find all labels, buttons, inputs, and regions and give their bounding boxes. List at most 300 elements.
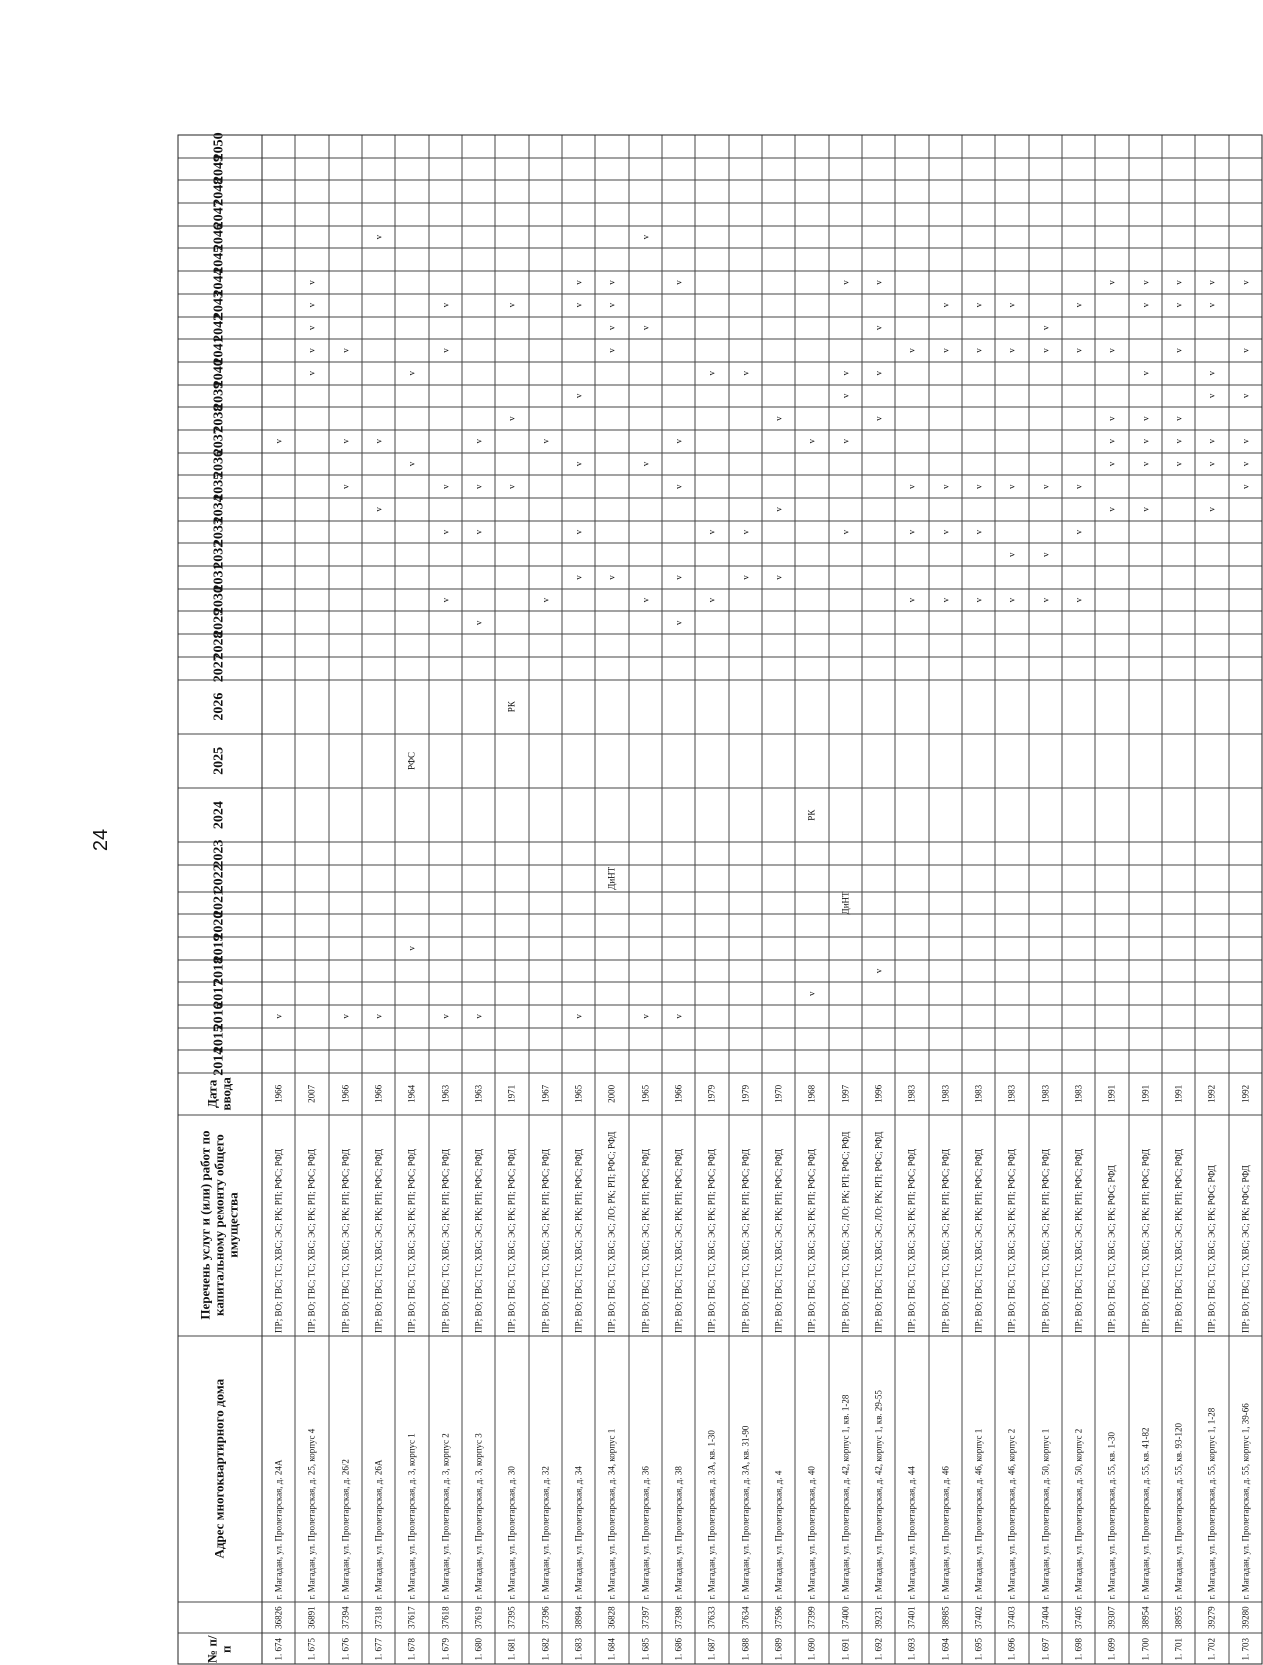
mark-cell-2031: v: [729, 566, 761, 589]
mark-cell-2036: v: [1096, 452, 1128, 475]
mark-cell-2017: v: [796, 982, 828, 1005]
cell-col-date: 1966: [263, 1073, 295, 1114]
mark-cell-2040: v: [696, 361, 728, 384]
cell-col-address: г. Магадан, ул. Пролетарская, д. 55, кв. 93-120: [1163, 1335, 1195, 1601]
header-year-2020: 2020: [178, 914, 262, 937]
mark-cell-2037: v: [363, 429, 395, 452]
mark-cell-2043: v: [1129, 293, 1161, 316]
cell-col-num: 1. 697: [1029, 1633, 1061, 1665]
cell-col-num: 1. 698: [1063, 1633, 1095, 1665]
mark-cell-2030: v: [429, 588, 461, 611]
cell-col-id: 37395: [496, 1601, 528, 1633]
cell-col-id: 39307: [1096, 1601, 1128, 1633]
header-year-2029: 2029: [178, 611, 262, 634]
mark-cell-2033: v: [429, 520, 461, 543]
cell-col-date: 1971: [496, 1073, 528, 1114]
header-year-2036: 2036: [178, 452, 262, 475]
cell-col-date: 1996: [863, 1073, 895, 1114]
mark-cell-2041: v: [329, 339, 361, 362]
mark-cell-2044: v: [863, 271, 895, 294]
cell-col-date: 2007: [296, 1073, 328, 1114]
cell-col-id: 37402: [963, 1601, 995, 1633]
mark-cell-2037: v: [1196, 429, 1228, 452]
header-year-2022: 2022: [178, 865, 262, 892]
mark-cell-2037: v: [1229, 429, 1261, 452]
mark-cell-2036: v: [1196, 452, 1228, 475]
cell-col-address: г. Магадан, ул. Пролетарская, д. 34, корпус 1: [596, 1335, 628, 1601]
cell-col-address: г. Магадан, ул. Пролетарская, д. 50, корпус 2: [1063, 1335, 1095, 1601]
cell-col-id: 37619: [463, 1601, 495, 1633]
cell-col-date: 1970: [763, 1073, 795, 1114]
cell-col-id: 37401: [896, 1601, 928, 1633]
cell-col-num: 1. 691: [829, 1633, 861, 1665]
mark-cell-2046: v: [363, 225, 395, 248]
mark-cell-2031: v: [563, 566, 595, 589]
header-col-date: Дата ввода: [178, 1073, 262, 1114]
cell-col-num: 1. 682: [529, 1633, 561, 1665]
mark-cell-2041: v: [1096, 339, 1128, 362]
mark-cell-2043: v: [496, 293, 528, 316]
mark-cell-2036: v: [396, 452, 428, 475]
cell-col-id: 37397: [629, 1601, 661, 1633]
header-year-2031: 2031: [178, 566, 262, 589]
mark-cell-2042: v: [629, 316, 661, 339]
mark-cell-2044: v: [1163, 271, 1195, 294]
mark-cell-2030: v: [696, 588, 728, 611]
cell-col-address: г. Магадан, ул. Пролетарская, д. 50, корпус 1: [1029, 1335, 1061, 1601]
mark-cell-2038: v: [863, 407, 895, 430]
cell-col-num: 1. 687: [696, 1633, 728, 1665]
cell-col-id: 39280: [1229, 1601, 1261, 1633]
mark-cell-2042: v: [863, 316, 895, 339]
cell-col-num: 1. 689: [763, 1633, 795, 1665]
mark-cell-2039: v: [1196, 384, 1228, 407]
mark-cell-2041: v: [1229, 339, 1261, 362]
cell-col-date: 1966: [329, 1073, 361, 1114]
header-year-2039: 2039: [178, 384, 262, 407]
header-year-2040: 2040: [178, 361, 262, 384]
mark-cell-2022: ДиНТ: [596, 865, 628, 892]
cell-col-works: ПР; ВО; ГВС; ТС; ХВС; ЭС; РК; РП; РФС; РФД: [629, 1114, 661, 1335]
header-year-2038: 2038: [178, 407, 262, 430]
cell-col-id: 37394: [329, 1601, 361, 1633]
cell-col-num: 1. 684: [596, 1633, 628, 1665]
header-col-num: № п/п: [178, 1633, 262, 1665]
cell-col-num: 1. 680: [463, 1633, 495, 1665]
mark-cell-2018: v: [863, 959, 895, 982]
cell-col-id: 37634: [729, 1601, 761, 1633]
header-year-2033: 2033: [178, 520, 262, 543]
header-year-2023: 2023: [178, 842, 262, 865]
mark-cell-2039: v: [563, 384, 595, 407]
mark-cell-2033: v: [729, 520, 761, 543]
mark-cell-2043: v: [429, 293, 461, 316]
mark-cell-2016: v: [663, 1005, 695, 1028]
cell-col-address: г. Магадан, ул. Пролетарская, д. 42, корпус 1, кв. 29-55: [863, 1335, 895, 1601]
mark-cell-2041: v: [296, 339, 328, 362]
mark-cell-2038: v: [1096, 407, 1128, 430]
cell-col-id: 37403: [996, 1601, 1028, 1633]
mark-cell-2043: v: [296, 293, 328, 316]
mark-cell-2041: v: [963, 339, 995, 362]
cell-col-num: 1. 679: [429, 1633, 461, 1665]
header-year-2028: 2028: [178, 634, 262, 657]
mark-cell-2016: v: [629, 1005, 661, 1028]
cell-col-num: 1. 699: [1096, 1633, 1128, 1665]
mark-cell-2042: v: [596, 316, 628, 339]
mark-cell-2041: v: [1163, 339, 1195, 362]
cell-col-date: 1965: [629, 1073, 661, 1114]
mark-cell-2030: v: [1029, 588, 1061, 611]
cell-col-works: ПР; ВО; ГВС; ТС; ХВС; ЭС; РК; РП; РФС; РФД: [996, 1114, 1028, 1335]
cell-col-date: 1983: [896, 1073, 928, 1114]
mark-cell-2037: v: [663, 429, 695, 452]
cell-col-date: 1979: [729, 1073, 761, 1114]
cell-col-date: 1963: [463, 1073, 495, 1114]
cell-col-address: г. Магадан, ул. Пролетарская, д. 55, корпус 1, 39-66: [1229, 1335, 1261, 1601]
cell-col-id: 36826: [263, 1601, 295, 1633]
header-year-2017: 2017: [178, 982, 262, 1005]
mark-cell-2030: v: [1063, 588, 1095, 611]
mark-cell-2030: v: [963, 588, 995, 611]
mark-cell-2041: v: [896, 339, 928, 362]
cell-col-works: ПР; ВО; ГВС; ТС; ХВС; ЭС; РК; РП; РФС; РФД: [896, 1114, 928, 1335]
cell-col-date: 1983: [1063, 1073, 1095, 1114]
cell-col-works: ПР; ВО; ГВС; ТС; ХВС; ЭС; РК; РП; РФС; РФД: [929, 1114, 961, 1335]
cell-col-date: 1979: [696, 1073, 728, 1114]
mark-cell-2032: v: [996, 543, 1028, 566]
header-year-2027: 2027: [178, 656, 262, 679]
table-frame: [178, 135, 1263, 1665]
mark-cell-2041: v: [996, 339, 1028, 362]
mark-cell-2033: v: [929, 520, 961, 543]
mark-cell-2034: v: [1196, 498, 1228, 521]
mark-cell-2043: v: [1163, 293, 1195, 316]
cell-col-address: г. Магадан, ул. Пролетарская, д. 30: [496, 1335, 528, 1601]
mark-cell-2036: v: [1229, 452, 1261, 475]
cell-col-address: г. Магадан, ул. Пролетарская, д. 36: [629, 1335, 661, 1601]
cell-col-works: ПР; ВО; ГВС; ТС; ХВС; ЭС; РК; РП; РФС; РФД: [329, 1114, 361, 1335]
mark-cell-2025: РФС: [396, 733, 428, 787]
mark-cell-2042: v: [296, 316, 328, 339]
cell-col-works: ПР; ВО; ГВС; ТС; ХВС; ЭС; РК; РП; РФС; РФД: [363, 1114, 395, 1335]
cell-col-id: 38985: [929, 1601, 961, 1633]
mark-cell-2044: v: [596, 271, 628, 294]
header-year-2030: 2030: [178, 588, 262, 611]
cell-col-date: 1983: [963, 1073, 995, 1114]
mark-cell-2035: v: [496, 475, 528, 498]
mark-cell-2043: v: [1196, 293, 1228, 316]
cell-col-works: ПР; ВО; ГВС; ТС; ХВС; ЭС; РК; РП; РФС; РФД: [396, 1114, 428, 1335]
cell-col-works: ПР; ВО; ГВС; ТС; ХВС; ЭС; РК; РП; РФС; РФД: [263, 1114, 295, 1335]
cell-col-num: 1. 681: [496, 1633, 528, 1665]
cell-col-date: 1968: [796, 1073, 828, 1114]
mark-cell-2043: v: [1063, 293, 1095, 316]
header-year-2026: 2026: [178, 679, 262, 733]
mark-cell-2037: v: [529, 429, 561, 452]
cell-col-address: г. Магадан, ул. Пролетарская, д. 46, корпус 1: [963, 1335, 995, 1601]
mark-cell-2033: v: [896, 520, 928, 543]
mark-cell-2033: v: [963, 520, 995, 543]
mark-cell-2039: v: [1229, 384, 1261, 407]
cell-col-num: 1. 683: [563, 1633, 595, 1665]
cell-col-date: 1997: [829, 1073, 861, 1114]
cell-col-address: г. Магадан, ул. Пролетарская, д. 46, корпус 2: [996, 1335, 1028, 1601]
cell-col-num: 1. 700: [1129, 1633, 1161, 1665]
cell-col-num: 1. 686: [663, 1633, 695, 1665]
mark-cell-2035: v: [896, 475, 928, 498]
cell-col-works: ПР; ВО; ГВС; ТС; ХВС; ЭС; РК; РП; РФС; РФД: [429, 1114, 461, 1335]
cell-col-id: 37399: [796, 1601, 828, 1633]
cell-col-works: ПР; ВО; ГВС; ТС; ХВС; ЭС; РК; РФС; РФД: [1229, 1114, 1261, 1335]
cell-col-date: 1991: [1129, 1073, 1161, 1114]
mark-cell-2016: v: [563, 1005, 595, 1028]
mark-cell-2040: v: [829, 361, 861, 384]
mark-cell-2034: v: [1129, 498, 1161, 521]
cell-col-num: 1. 678: [396, 1633, 428, 1665]
mark-cell-2035: v: [663, 475, 695, 498]
cell-col-works: ПР; ВО; ГВС; ТС; ХВС; ЭС; ЛО; РК; РП; РФС; РФД: [863, 1114, 895, 1335]
cell-col-address: г. Магадан, ул. Пролетарская, д. 3, корпус 1: [396, 1335, 428, 1601]
cell-col-num: 1. 703: [1229, 1633, 1261, 1665]
header-year-2048: 2048: [178, 180, 262, 203]
cell-col-id: 37596: [763, 1601, 795, 1633]
cell-col-id: 37618: [429, 1601, 461, 1633]
cell-col-address: г. Магадан, ул. Пролетарская, д. 26/2: [329, 1335, 361, 1601]
mark-cell-2037: v: [1129, 429, 1161, 452]
mark-cell-2041: v: [1029, 339, 1061, 362]
cell-col-id: 37400: [829, 1601, 861, 1633]
mark-cell-2033: v: [696, 520, 728, 543]
cell-col-works: ПР; ВО; ГВС; ТС; ХВС; ЭС; РК; РП; РФС; РФД: [963, 1114, 995, 1335]
cell-col-num: 1. 696: [996, 1633, 1028, 1665]
cell-col-works: ПР; ВО; ГВС; ТС; ХВС; ЭС; РК; РП; РФС; РФД: [296, 1114, 328, 1335]
cell-col-date: 1966: [363, 1073, 395, 1114]
cell-col-works: ПР; ВО; ГВС; ТС; ХВС; ЭС; РК; РП; РФС; РФД: [1129, 1114, 1161, 1335]
mark-cell-2037: v: [463, 429, 495, 452]
header-year-2046: 2046: [178, 225, 262, 248]
mark-cell-2036: v: [1163, 452, 1195, 475]
cell-col-date: 1992: [1229, 1073, 1261, 1114]
mark-cell-2030: v: [896, 588, 928, 611]
header-year-2045: 2045: [178, 248, 262, 271]
page-number: 24: [90, 828, 112, 852]
cell-col-num: 1. 690: [796, 1633, 828, 1665]
header-year-2015: 2015: [178, 1027, 262, 1050]
cell-col-id: 39279: [1196, 1601, 1228, 1633]
cell-col-address: г. Магадан, ул. Пролетарская, д. 25, корпус 4: [296, 1335, 328, 1601]
cell-col-num: 1. 688: [729, 1633, 761, 1665]
cell-col-address: г. Магадан, ул. Пролетарская, д. 46: [929, 1335, 961, 1601]
cell-col-date: 1991: [1163, 1073, 1195, 1114]
cell-col-works: ПР; ВО; ГВС; ТС; ХВС; ЭС; РК; РП; РФС; РФД: [496, 1114, 528, 1335]
mark-cell-2016: v: [429, 1005, 461, 1028]
mark-cell-2035: v: [1229, 475, 1261, 498]
cell-col-id: 39231: [863, 1601, 895, 1633]
mark-cell-2038: v: [1129, 407, 1161, 430]
mark-cell-2033: v: [463, 520, 495, 543]
header-year-2041: 2041: [178, 339, 262, 362]
cell-col-works: ПР; ВО; ГВС; ТС; ХВС; ЭС; РК; РФС; РФД: [1196, 1114, 1228, 1335]
mark-cell-2041: v: [596, 339, 628, 362]
mark-cell-2016: v: [363, 1005, 395, 1028]
capital-repair-table: [178, 132, 1263, 1665]
cell-col-id: 37633: [696, 1601, 728, 1633]
header-year-2032: 2032: [178, 543, 262, 566]
cell-col-address: г. Магадан, ул. Пролетарская, д. 26А: [363, 1335, 395, 1601]
cell-col-date: 1992: [1196, 1073, 1228, 1114]
cell-col-works: ПР; ВО; ГВС; ТС; ХВС; ЭС; РК; РП; РФС; РФД: [1029, 1114, 1061, 1335]
mark-cell-2044: v: [1196, 271, 1228, 294]
cell-col-id: 38984: [563, 1601, 595, 1633]
mark-cell-2035: v: [429, 475, 461, 498]
cell-col-num: 1. 676: [329, 1633, 361, 1665]
cell-col-address: г. Магадан, ул. Пролетарская, д. 55, кв. 41-82: [1129, 1335, 1161, 1601]
mark-cell-2040: v: [729, 361, 761, 384]
mark-cell-2035: v: [929, 475, 961, 498]
mark-cell-2035: v: [1029, 475, 1061, 498]
header-year-2050: 2050: [178, 135, 262, 158]
mark-cell-2038: v: [496, 407, 528, 430]
mark-cell-2039: v: [829, 384, 861, 407]
mark-cell-2037: v: [829, 429, 861, 452]
mark-cell-2036: v: [1129, 452, 1161, 475]
cell-col-address: г. Магадан, ул. Пролетарская, д. 44: [896, 1335, 928, 1601]
mark-cell-2046: v: [629, 225, 661, 248]
mark-cell-2044: v: [563, 271, 595, 294]
mark-cell-2019: v: [396, 937, 428, 960]
header-year-2042: 2042: [178, 316, 262, 339]
mark-cell-2044: v: [663, 271, 695, 294]
mark-cell-2034: v: [763, 498, 795, 521]
cell-col-id: 38955: [1163, 1601, 1195, 1633]
mark-cell-2033: v: [1063, 520, 1095, 543]
mark-cell-2037: v: [329, 429, 361, 452]
mark-cell-2035: v: [963, 475, 995, 498]
mark-cell-2043: v: [596, 293, 628, 316]
cell-col-address: г. Магадан, ул. Пролетарская, д. 42, корпус 1, кв. 1-28: [829, 1335, 861, 1601]
cell-col-id: 37396: [529, 1601, 561, 1633]
cell-col-date: 2000: [596, 1073, 628, 1114]
header-year-2018: 2018: [178, 959, 262, 982]
mark-cell-2037: v: [1096, 429, 1128, 452]
cell-col-num: 1. 702: [1196, 1633, 1228, 1665]
mark-cell-2044: v: [1096, 271, 1128, 294]
mark-cell-2031: v: [596, 566, 628, 589]
cell-col-address: г. Магадан, ул. Пролетарская, д. 55, корпус 1, 1-28: [1196, 1335, 1228, 1601]
mark-cell-2033: v: [563, 520, 595, 543]
mark-cell-2029: v: [463, 611, 495, 634]
header-col-address: Адрес многоквартирного дома: [178, 1335, 262, 1601]
mark-cell-2036: v: [629, 452, 661, 475]
cell-col-works: ПР; ВО; ГВС; ТС; ХВС; ЭС; РК; РП; РФС; РФД: [1063, 1114, 1095, 1335]
header-year-2049: 2049: [178, 157, 262, 180]
mark-cell-2037: v: [1163, 429, 1195, 452]
cell-col-num: 1. 693: [896, 1633, 928, 1665]
mark-cell-2043: v: [996, 293, 1028, 316]
mark-cell-2036: v: [563, 452, 595, 475]
mark-cell-2040: v: [396, 361, 428, 384]
mark-cell-2043: v: [563, 293, 595, 316]
cell-col-works: ПР; ВО; ГВС; ТС; ХВС; ЭС; РК; РП; РФС; РФД: [729, 1114, 761, 1335]
cell-col-date: 1966: [663, 1073, 695, 1114]
cell-col-works: ПР; ВО; ГВС; ТС; ХВС; ЭС; РК; РП; РФС; РФД: [763, 1114, 795, 1335]
cell-col-works: ПР; ВО; ГВС; ТС; ХВС; ЭС; ЛО; РК; РП; РФС; РФД: [829, 1114, 861, 1335]
header-year-2035: 2035: [178, 475, 262, 498]
cell-col-works: ПР; ВО; ГВС; ТС; ХВС; ЭС; РК; РП; РФС; РФД: [529, 1114, 561, 1335]
cell-col-date: 1983: [929, 1073, 961, 1114]
mark-cell-2029: v: [663, 611, 695, 634]
cell-col-address: г. Магадан, ул. Пролетарская, д. 3, корпус 3: [463, 1335, 495, 1601]
mark-cell-2040: v: [1129, 361, 1161, 384]
mark-cell-2041: v: [929, 339, 961, 362]
cell-col-date: 1965: [563, 1073, 595, 1114]
cell-col-address: г. Магадан, ул. Пролетарская, д. 55, кв. 1-30: [1096, 1335, 1128, 1601]
header-year-2016: 2016: [178, 1005, 262, 1028]
cell-col-works: ПР; ВО; ГВС; ТС; ХВС; ЭС; РК; РП; РФС; РФД: [463, 1114, 495, 1335]
header-year-2047: 2047: [178, 203, 262, 226]
cell-col-address: г. Магадан, ул. Пролетарская, д. 34: [563, 1335, 595, 1601]
mark-cell-2041: v: [1063, 339, 1095, 362]
cell-col-date: 1967: [529, 1073, 561, 1114]
cell-col-date: 1983: [1029, 1073, 1061, 1114]
mark-cell-2040: v: [1196, 361, 1228, 384]
header-year-2014: 2014: [178, 1050, 262, 1073]
cell-col-num: 1. 685: [629, 1633, 661, 1665]
mark-cell-2042: v: [1029, 316, 1061, 339]
mark-cell-2034: v: [363, 498, 395, 521]
mark-cell-2044: v: [829, 271, 861, 294]
header-year-2034: 2034: [178, 498, 262, 521]
mark-cell-2035: v: [996, 475, 1028, 498]
mark-cell-2044: v: [296, 271, 328, 294]
mark-cell-2031: v: [663, 566, 695, 589]
mark-cell-2035: v: [329, 475, 361, 498]
cell-col-date: 1991: [1096, 1073, 1128, 1114]
cell-col-id: 37398: [663, 1601, 695, 1633]
cell-col-address: г. Магадан, ул. Пролетарская, д. 3А, кв. 31-90: [729, 1335, 761, 1601]
cell-col-num: 1. 701: [1163, 1633, 1195, 1665]
mark-cell-2030: v: [629, 588, 661, 611]
mark-cell-2043: v: [929, 293, 961, 316]
cell-col-works: ПР; ВО; ГВС; ТС; ХВС; ЭС; РК; РП; РФС; РФД: [1163, 1114, 1195, 1335]
mark-cell-2034: v: [1096, 498, 1128, 521]
header-year-2037: 2037: [178, 429, 262, 452]
cell-col-address: г. Магадан, ул. Пролетарская, д. 4: [763, 1335, 795, 1601]
cell-col-date: 1963: [429, 1073, 461, 1114]
cell-col-id: 37617: [396, 1601, 428, 1633]
mark-cell-2035: v: [463, 475, 495, 498]
cell-col-num: 1. 677: [363, 1633, 395, 1665]
mark-cell-2024: РК: [796, 788, 828, 842]
mark-cell-2037: v: [263, 429, 295, 452]
cell-col-num: 1. 694: [929, 1633, 961, 1665]
cell-col-id: 37404: [1029, 1601, 1061, 1633]
cell-col-address: г. Магадан, ул. Пролетарская, д. 3А, кв. 1-30: [696, 1335, 728, 1601]
cell-col-address: г. Магадан, ул. Пролетарская, д. 3, корпус 2: [429, 1335, 461, 1601]
mark-cell-2033: v: [829, 520, 861, 543]
header-year-2044: 2044: [178, 271, 262, 294]
cell-col-works: ПР; ВО; ГВС; ТС; ХВС; ЭС; РК; РП; РФС; РФД: [663, 1114, 695, 1335]
mark-cell-2038: v: [763, 407, 795, 430]
mark-cell-2030: v: [529, 588, 561, 611]
cell-col-id: 37405: [1063, 1601, 1095, 1633]
mark-cell-2044: v: [1129, 271, 1161, 294]
mark-cell-2031: v: [763, 566, 795, 589]
mark-cell-2016: v: [263, 1005, 295, 1028]
mark-cell-2021: ДиНТ: [829, 891, 861, 914]
mark-cell-2041: v: [429, 339, 461, 362]
